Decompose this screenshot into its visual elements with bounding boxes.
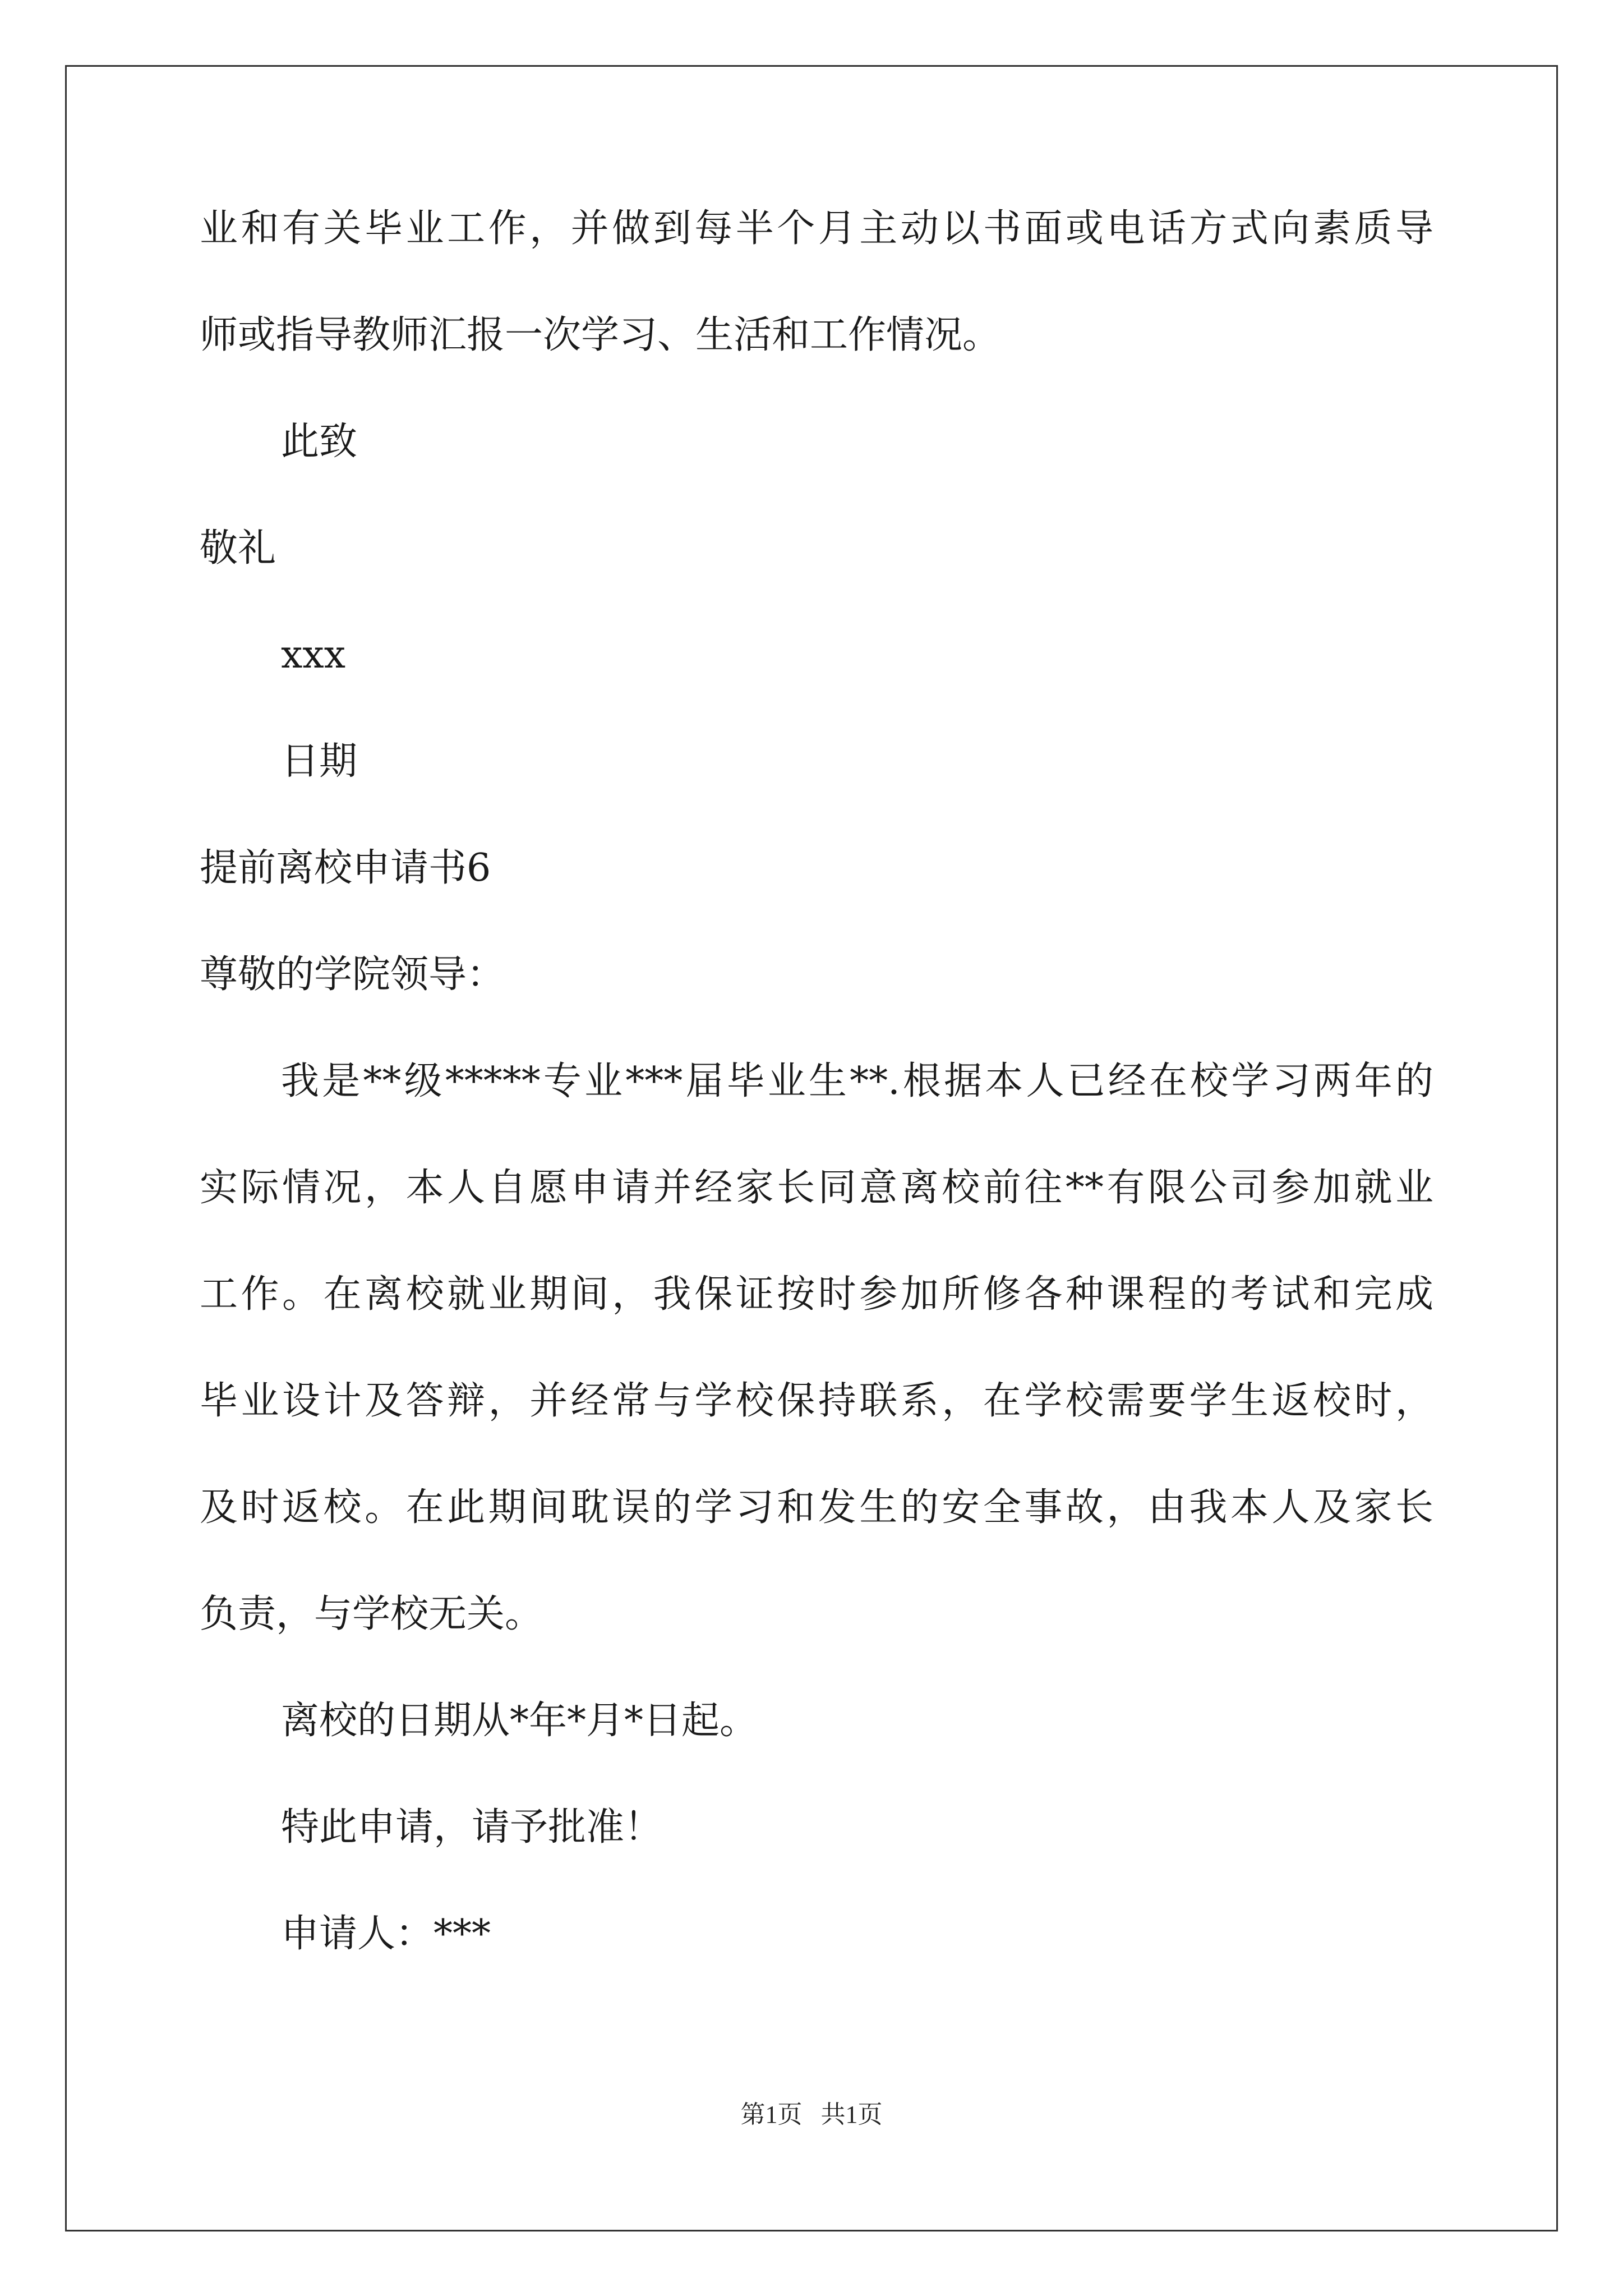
salutation-jingli: 敬礼 [200,526,276,570]
page-border [65,65,1558,2231]
paragraph-line: 工作。在离校就业期间，我保证按时参加所修各种课程的考试和完成 [200,1272,1433,1317]
paragraph-line: 负责，与学校无关。 [200,1592,543,1636]
paragraph-line: 我是**级*****专业***届毕业生**.根据本人已经在校学习两年的 [281,1059,1433,1103]
paragraph-line: 师或指导教师汇报一次学习、生活和工作情况。 [200,313,1001,357]
signature-date: 日期 [281,739,358,784]
applicant-line: 申请人：*** [281,1912,491,1956]
request-line: 特此申请，请予批准！ [281,1805,663,1849]
salutation-cizhi: 此致 [281,420,358,464]
letter-greeting: 尊敬的学院领导： [200,953,505,997]
leave-date-line: 离校的日期从*年*月*日起。 [281,1699,758,1743]
section-title: 提前离校申请书6 [200,846,491,890]
page-footer: 第1页 共1页 [740,2101,883,2128]
signature-name: xxx [281,633,346,677]
paragraph-line: 毕业设计及答辩，并经常与学校保持联系，在学校需要学生返校时， [200,1379,1433,1423]
paragraph-line: 实际情况，本人自愿申请并经家长同意离校前往**有限公司参加就业 [200,1166,1433,1210]
paragraph-line: 及时返校。在此期间耽误的学习和发生的安全事故，由我本人及家长 [200,1485,1433,1530]
paragraph-line: 业和有关毕业工作，并做到每半个月主动以书面或电话方式向素质导 [200,206,1433,251]
